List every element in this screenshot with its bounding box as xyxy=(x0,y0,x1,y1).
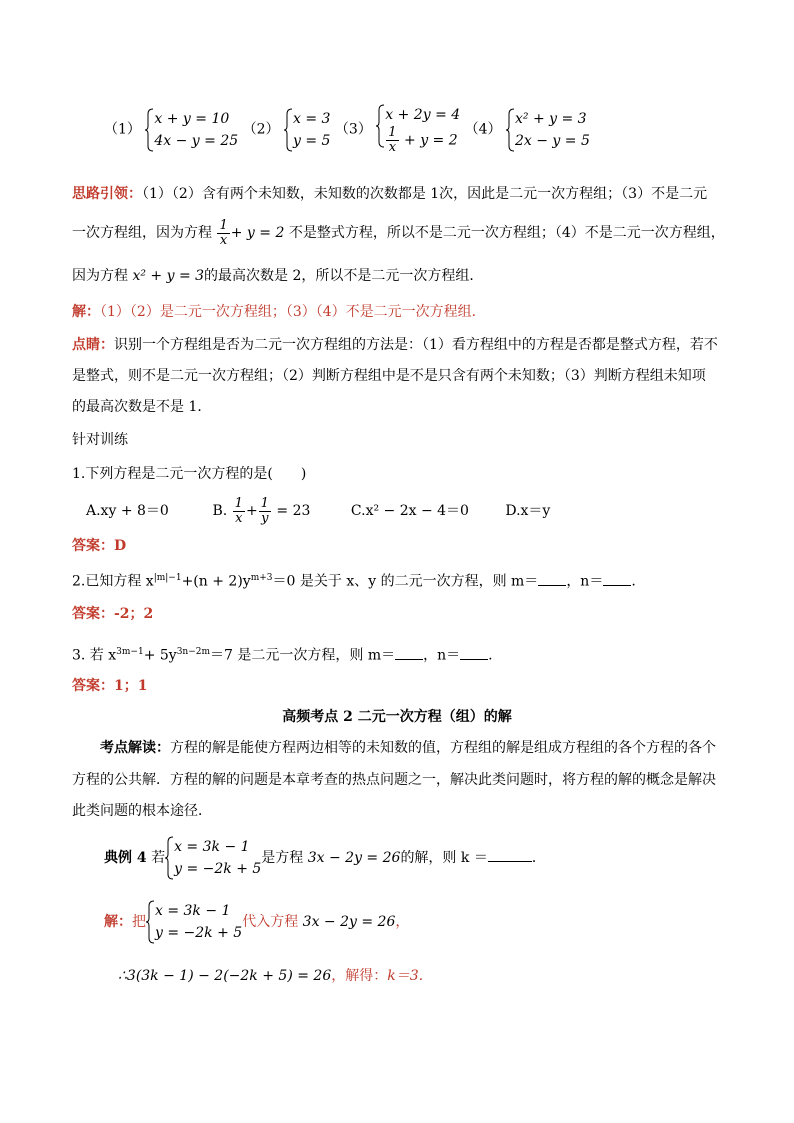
option-b: B. $\frac{1}{x}$ + $\frac{1}{y}$ = 23 xyxy=(212,495,311,526)
solution-label: 解： xyxy=(72,304,100,320)
solution-line xyxy=(72,302,732,322)
system-4-eq1: x² + y = 3 xyxy=(515,110,587,127)
analysis-text-3a: 因为方程 xyxy=(72,268,133,284)
answer-blank-k[interactable] xyxy=(488,847,532,862)
system-4-label: （4） xyxy=(464,121,502,138)
system-3 xyxy=(376,104,460,155)
system-1 xyxy=(145,108,238,152)
example-system: x = 3k − 1 y = −2k + 5 xyxy=(165,836,261,880)
system-4 xyxy=(506,108,590,152)
key-point-line-2 xyxy=(72,366,732,386)
system-2-eq2: y = 5 xyxy=(293,132,331,149)
analysis-text-2a: 一次方程组，因为方程 xyxy=(72,225,212,241)
key-point-text-2: 是整式，则不是二元一次方程组；（2）判断方程组中是不是只含有两个未知数；（3）判断方程组未知项 xyxy=(72,368,706,384)
systems-row xyxy=(104,104,764,166)
system-3-eq1: x + 2y = 4 xyxy=(385,107,461,123)
key-point-text-3: 的最高次数是不是 1． xyxy=(72,399,212,415)
system-3-label: （3） xyxy=(334,121,372,138)
system-2 xyxy=(284,108,330,152)
answer-blank-m[interactable] xyxy=(538,571,566,586)
system-1-eq1: x + y = 10 xyxy=(154,110,230,127)
section-intro-text-1: 方程的解是能使方程两边相等的未知数的值，方程组的解是组成方程组的各个方程的各个 xyxy=(170,740,716,756)
option-c: C.x² − 2x − 4＝0 xyxy=(350,503,469,519)
system-2-eq1: x = 3 xyxy=(293,110,331,127)
answer-2: 答案：-2；2 xyxy=(72,606,154,622)
calculation-line: ∴3(3k − 1) − 2(−2k + 5) = 26，解得：k＝3. xyxy=(118,968,424,984)
answer-1: 答案：D xyxy=(72,538,127,554)
question-2: 2.已知方程 $x^{|m|-1}+(n + 2)y^{m+3}=0$ 是关于 x、y 的二元一次方程，则 m＝ ，n＝ . xyxy=(72,568,732,592)
analysis-text-2c: 不是整式方程，所以不是二元一次方程组；（4）不是二元一次方程组， xyxy=(284,225,725,241)
section-title: 高频考点 2 二元一次方程（组）的解 xyxy=(282,709,512,725)
analysis-line-2 xyxy=(72,216,732,250)
system-1-label: （1） xyxy=(104,121,141,138)
solution-text: （1）（2）是二元一次方程组；（3）（4）不是二元一次方程组． xyxy=(100,304,486,320)
key-point-label: 点睛： xyxy=(72,337,114,353)
example-4: 典例 4 若 x = 3k − 1 y = −2k + 5 是方程 3x − 2y = 26的解，则 k ＝ ． xyxy=(104,834,764,882)
calculation: ∴3(3k − 1) − 2(−2k + 5) = 26 xyxy=(118,968,332,984)
solution-label: 解： xyxy=(104,914,132,930)
system-4-eq2: 2x − y = 5 xyxy=(515,132,590,149)
answer-blank-m[interactable] xyxy=(395,645,423,660)
analysis-text-3b: 的最高次数是 2，所以不是二元一次方程组． xyxy=(204,268,484,284)
answer-3: 答案：1；1 xyxy=(72,678,148,694)
fraction: $\frac{1}{x}$ xyxy=(219,217,228,248)
system-2-label: （2） xyxy=(242,121,280,138)
fraction: $\frac{1}{x}$ xyxy=(388,125,397,155)
section-intro-label: 考点解读： xyxy=(100,740,170,756)
key-point-line-3 xyxy=(72,397,732,417)
question-3: 3. 若 $x^{3m-1}+ 5y^{3n-2m}=7$ 是二元一次方程，则 m＝ ，n＝ . xyxy=(72,642,732,666)
system-3-eq2: $\frac{1}{x}$ + y = 2 xyxy=(388,125,458,155)
analysis-label: 思路引领： xyxy=(72,186,142,202)
key-point-text-1: 识别一个方程组是否为二元一次方程组的方法是：（1）看方程组中的方程是否都是整式方程，若不 xyxy=(114,337,718,353)
answer-blank-n[interactable] xyxy=(603,571,631,586)
system-1-eq2: 4x − y = 25 xyxy=(154,132,239,149)
section-intro-line-3: 此类问题的根本途径． xyxy=(72,803,212,819)
answer-blank-n[interactable] xyxy=(460,645,488,660)
section-intro-line-1 xyxy=(100,738,760,758)
example-label: 典例 4 xyxy=(104,850,147,866)
example-solution: 解：把 x = 3k − 1 y = −2k + 5 代入方程 3x − 2y = 26， xyxy=(104,898,764,946)
analysis-text-1: （1）（2）含有两个未知数，未知数的次数都是 1次，因此是二元一次方程组；（3）不是二元 xyxy=(142,186,708,202)
key-point-line-1 xyxy=(72,335,732,355)
training-heading: 针对训练 xyxy=(72,432,128,448)
solution-system: x = 3k − 1 y = −2k + 5 xyxy=(146,900,242,944)
analysis-line-3 xyxy=(72,266,732,286)
section-intro-line-2: 方程的公共解．方程的解的问题是本章考查的热点问题之一，解决此类问题时，将方程的解的概念是解决 xyxy=(72,772,716,788)
option-d: D.x＝y xyxy=(505,503,551,519)
equation: x² + y = 3 xyxy=(132,268,205,284)
question-1-options xyxy=(86,494,746,528)
analysis-line-1 xyxy=(72,184,732,204)
option-a: A.xy + 8＝0 xyxy=(86,503,169,519)
question-1: 1.下列方程是二元一次方程的是( ) xyxy=(72,466,307,482)
equation: + y = 2 xyxy=(230,225,285,241)
